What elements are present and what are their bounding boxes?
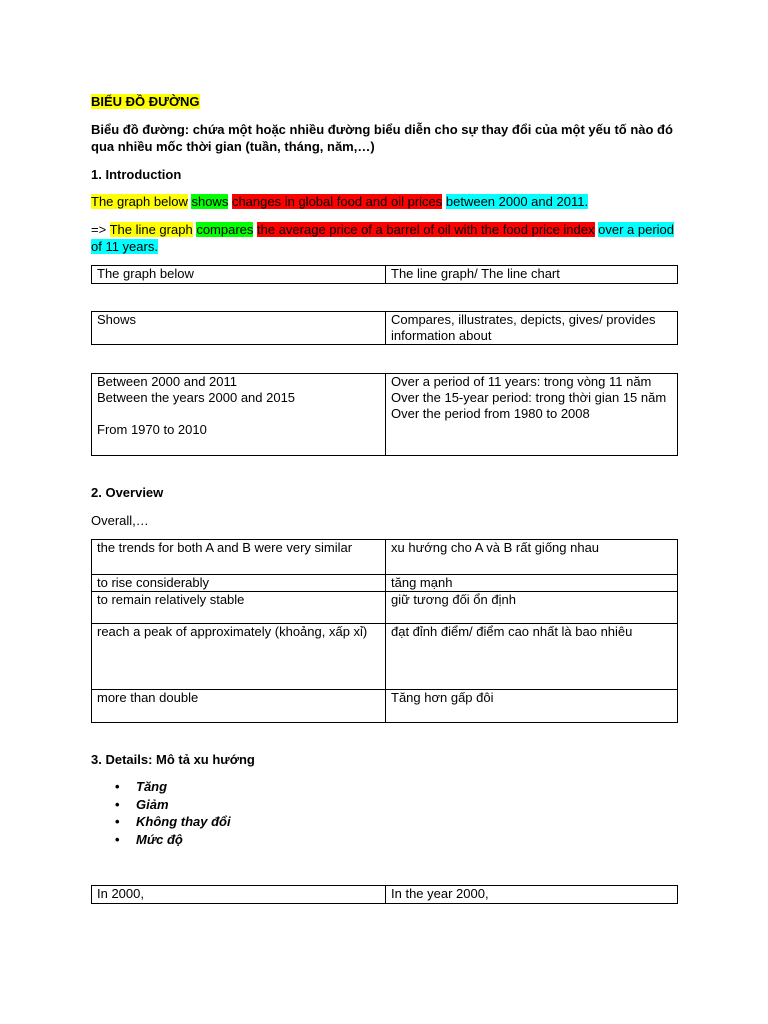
hl-compares: compares (196, 222, 254, 237)
intro-sentence-1 (91, 193, 681, 210)
table-cell: to remain relatively stable (92, 592, 386, 624)
title-highlight: BIỂU ĐỒ ĐƯỜNG (91, 94, 200, 109)
table-time-periods (91, 373, 678, 456)
section-1-heading: 1. Introduction (91, 167, 182, 182)
hl-shows: shows (191, 194, 229, 209)
table-cell: reach a peak of approximately (khoảng, xấp xỉ) (92, 624, 386, 690)
table-cell: Tăng hơn gấp đôi (386, 690, 678, 723)
table-row (92, 266, 678, 284)
hl-average-price: the average price of a barrel of oil with the food price index (257, 222, 595, 237)
table-row (92, 592, 678, 624)
table-cell: to rise considerably (92, 575, 386, 592)
table-row (92, 540, 678, 575)
table-cell: Between 2000 and 2011 Between the years 2000 and 2015 From 1970 to 2010 (92, 374, 386, 456)
table-shows (91, 311, 678, 345)
hl-period: over a period of 11 years. (91, 222, 675, 254)
table-cell: The line graph/ The line chart (386, 266, 678, 284)
table-details (91, 885, 678, 904)
table-graph-below (91, 265, 678, 284)
table-cell: xu hướng cho A và B rất giống nhau (386, 540, 678, 575)
intro-sentence-2: => The line graph compares the average price of a barrel of oil with the food price index over a period of 11 years. (91, 222, 675, 254)
table-cell: the trends for both A and B were very similar (92, 540, 386, 575)
table-row (92, 575, 678, 592)
table-row (92, 374, 678, 456)
table-cell: Over a period of 11 years: trong vòng 11 năm Over the 15-year period: trong thời gian 15 năm Over the period from 1980 to 2008 (386, 374, 678, 456)
table-cell: đạt đỉnh điểm/ điểm cao nhất là bao nhiêu (386, 624, 678, 690)
table-cell: Compares, illustrates, depicts, gives/ provides information about (386, 312, 678, 345)
table-cell: tăng mạnh (386, 575, 678, 592)
table-cell: Shows (92, 312, 386, 345)
table-row (92, 624, 678, 690)
section-3-heading: 3. Details: Mô tả xu hướng (91, 752, 255, 767)
table-row (92, 886, 678, 904)
table-cell: more than double (92, 690, 386, 723)
definition-paragraph: Biểu đồ đường: chứa một hoặc nhiều đường biểu diễn cho sự thay đổi của một yếu tố nào đó qua nhiều mốc thời gian (tuần, tháng, năm,…) (91, 122, 673, 154)
section-2-heading: 2. Overview (91, 485, 164, 500)
hl-time-period: between 2000 and 2011. (445, 194, 589, 209)
table-cell: In 2000, (92, 886, 386, 904)
list-item: • Không thay đổi (91, 813, 231, 831)
table-row (92, 690, 678, 723)
list-item: • Giảm (91, 796, 231, 814)
table-overview-phrases (91, 539, 678, 723)
table-cell: In the year 2000, (386, 886, 678, 904)
list-item: • Tăng (91, 778, 231, 796)
trend-bullet-list (91, 778, 231, 848)
table-cell: The graph below (92, 266, 386, 284)
table-row (92, 312, 678, 345)
hl-the-line-graph: The line graph (109, 222, 193, 237)
overview-lead: Overall,… (91, 513, 149, 528)
table-cell: giữ tương đối ổn định (386, 592, 678, 624)
list-item: • Mức độ (91, 831, 231, 849)
document-title (91, 93, 681, 110)
hl-the-graph-below: The graph below (91, 194, 188, 209)
hl-changes: changes in global food and oil prices (231, 194, 443, 209)
